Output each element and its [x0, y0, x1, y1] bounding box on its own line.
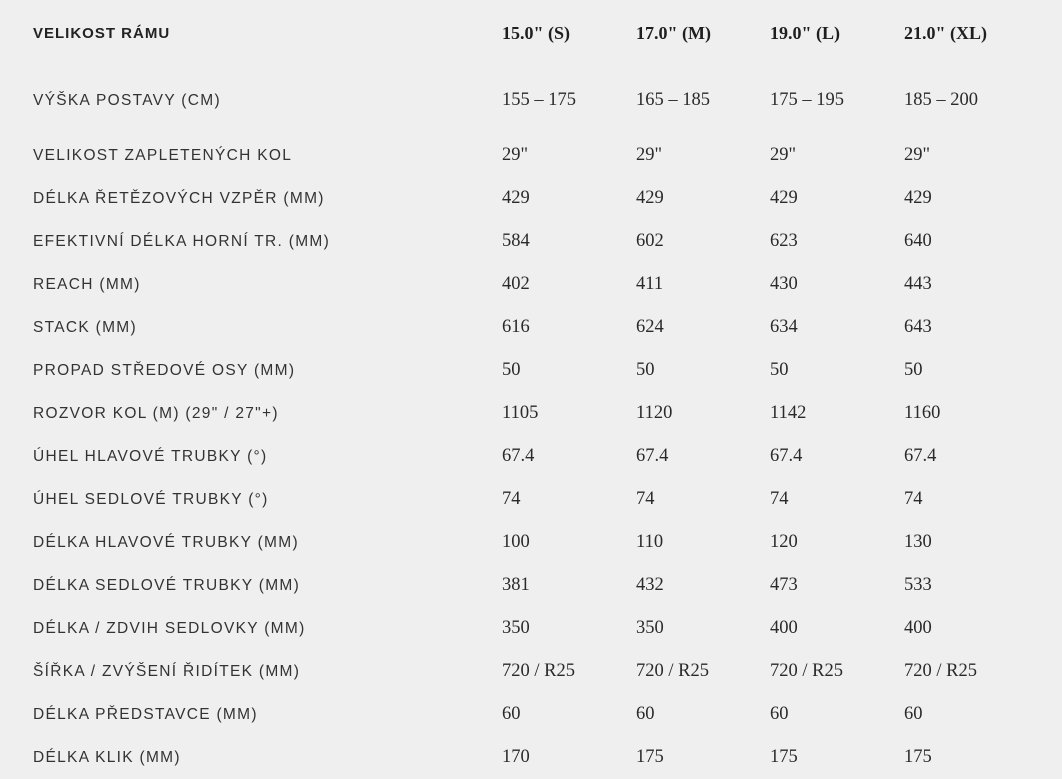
row-value: 74 [904, 489, 923, 509]
row-value: 350 [502, 618, 530, 638]
table-row [0, 564, 1062, 607]
row-value: 74 [502, 489, 521, 509]
size-header-l: 19.0" (L) [770, 23, 840, 43]
row-value: 155 – 175 [502, 90, 576, 110]
row-value: 402 [502, 274, 530, 294]
row-value: 67.4 [904, 446, 937, 466]
row-value: 1120 [636, 403, 673, 423]
row-label: EFEKTIVNÍ DÉLKA HORNÍ TR. (MM) [33, 232, 331, 250]
row-value: 430 [770, 274, 798, 294]
row-label: ÚHEL HLAVOVÉ TRUBKY (°) [33, 447, 268, 465]
row-value: 429 [770, 188, 798, 208]
table-row [0, 349, 1062, 392]
row-value: 74 [636, 489, 655, 509]
row-label: DÉLKA HLAVOVÉ TRUBKY (MM) [33, 533, 299, 551]
row-value: 640 [904, 231, 932, 251]
row-label: VELIKOST ZAPLETENÝCH KOL [33, 146, 293, 164]
table-row [0, 521, 1062, 564]
row-value: 411 [636, 274, 664, 294]
table-row [0, 263, 1062, 306]
row-label: REACH (MM) [33, 275, 141, 293]
row-value: 175 [770, 747, 798, 767]
row-value: 29" [636, 145, 663, 165]
row-value: 67.4 [502, 446, 535, 466]
row-value: 720 / R25 [904, 661, 977, 681]
row-label: PROPAD STŘEDOVÉ OSY (MM) [33, 361, 296, 379]
header-row [0, 0, 1062, 67]
row-value: 400 [770, 618, 798, 638]
row-value: 623 [770, 231, 798, 251]
row-value: 130 [904, 532, 932, 552]
table-row [0, 478, 1062, 521]
row-label: STACK (MM) [33, 318, 137, 336]
row-value: 67.4 [770, 446, 803, 466]
geometry-table-header [0, 0, 1062, 67]
row-value: 185 – 200 [904, 90, 978, 110]
row-value: 584 [502, 231, 530, 251]
row-value: 1160 [904, 403, 941, 423]
row-value: 60 [904, 704, 923, 724]
table-row [0, 67, 1062, 134]
row-value: 50 [636, 360, 655, 380]
table-row [0, 650, 1062, 693]
row-value: 432 [636, 575, 664, 595]
row-value: 100 [502, 532, 530, 552]
row-value: 602 [636, 231, 664, 251]
table-row [0, 607, 1062, 650]
row-value: 473 [770, 575, 798, 595]
table-row [0, 693, 1062, 736]
row-value: 350 [636, 618, 664, 638]
row-value: 400 [904, 618, 932, 638]
row-value: 720 / R25 [502, 661, 575, 681]
table-row [0, 736, 1062, 779]
row-label: ŠÍŘKA / ZVÝŠENÍ ŘIDÍTEK (MM) [33, 662, 301, 680]
row-label: DÉLKA PŘEDSTAVCE (MM) [33, 705, 258, 723]
row-value: 1105 [502, 403, 539, 423]
row-value: 165 – 185 [636, 90, 710, 110]
row-value: 50 [770, 360, 789, 380]
row-value: 67.4 [636, 446, 669, 466]
row-value: 634 [770, 317, 798, 337]
table-row [0, 306, 1062, 349]
row-value: 429 [636, 188, 664, 208]
row-value: 643 [904, 317, 932, 337]
row-value: 60 [502, 704, 521, 724]
frame-size-header: VELIKOST RÁMU [33, 25, 171, 42]
row-value: 429 [502, 188, 530, 208]
row-value: 624 [636, 317, 664, 337]
row-value: 175 [904, 747, 932, 767]
row-value: 170 [502, 747, 530, 767]
table-row [0, 392, 1062, 435]
row-value: 175 [636, 747, 664, 767]
row-value: 443 [904, 274, 932, 294]
row-value: 429 [904, 188, 932, 208]
row-value: 1142 [770, 403, 807, 423]
geometry-table-body [0, 67, 1062, 779]
row-value: 720 / R25 [636, 661, 709, 681]
row-value: 175 – 195 [770, 90, 844, 110]
row-value: 29" [770, 145, 797, 165]
size-header-xl: 21.0" (XL) [904, 23, 987, 43]
row-value: 720 / R25 [770, 661, 843, 681]
row-value: 29" [904, 145, 931, 165]
row-value: 110 [636, 532, 664, 552]
row-value: 120 [770, 532, 798, 552]
row-label: ROZVOR KOL (M) (29" / 27"+) [33, 404, 279, 422]
table-row [0, 134, 1062, 177]
table-row [0, 220, 1062, 263]
row-value: 50 [904, 360, 923, 380]
row-value: 50 [502, 360, 521, 380]
row-label: DÉLKA SEDLOVÉ TRUBKY (MM) [33, 576, 301, 594]
row-label: ÚHEL SEDLOVÉ TRUBKY (°) [33, 490, 269, 508]
size-header-s: 15.0" (S) [502, 23, 570, 43]
table-row [0, 177, 1062, 220]
size-header-m: 17.0" (M) [636, 23, 711, 43]
row-value: 533 [904, 575, 932, 595]
row-label: VÝŠKA POSTAVY (CM) [33, 91, 221, 109]
row-value: 29" [502, 145, 529, 165]
row-value: 381 [502, 575, 530, 595]
table-row [0, 435, 1062, 478]
row-value: 74 [770, 489, 789, 509]
row-label: DÉLKA ŘETĚZOVÝCH VZPĚR (MM) [33, 189, 325, 207]
row-label: DÉLKA KLIK (MM) [33, 748, 181, 766]
row-value: 616 [502, 317, 530, 337]
row-value: 60 [636, 704, 655, 724]
row-label: DÉLKA / ZDVIH SEDLOVKY (MM) [33, 619, 306, 637]
row-value: 60 [770, 704, 789, 724]
